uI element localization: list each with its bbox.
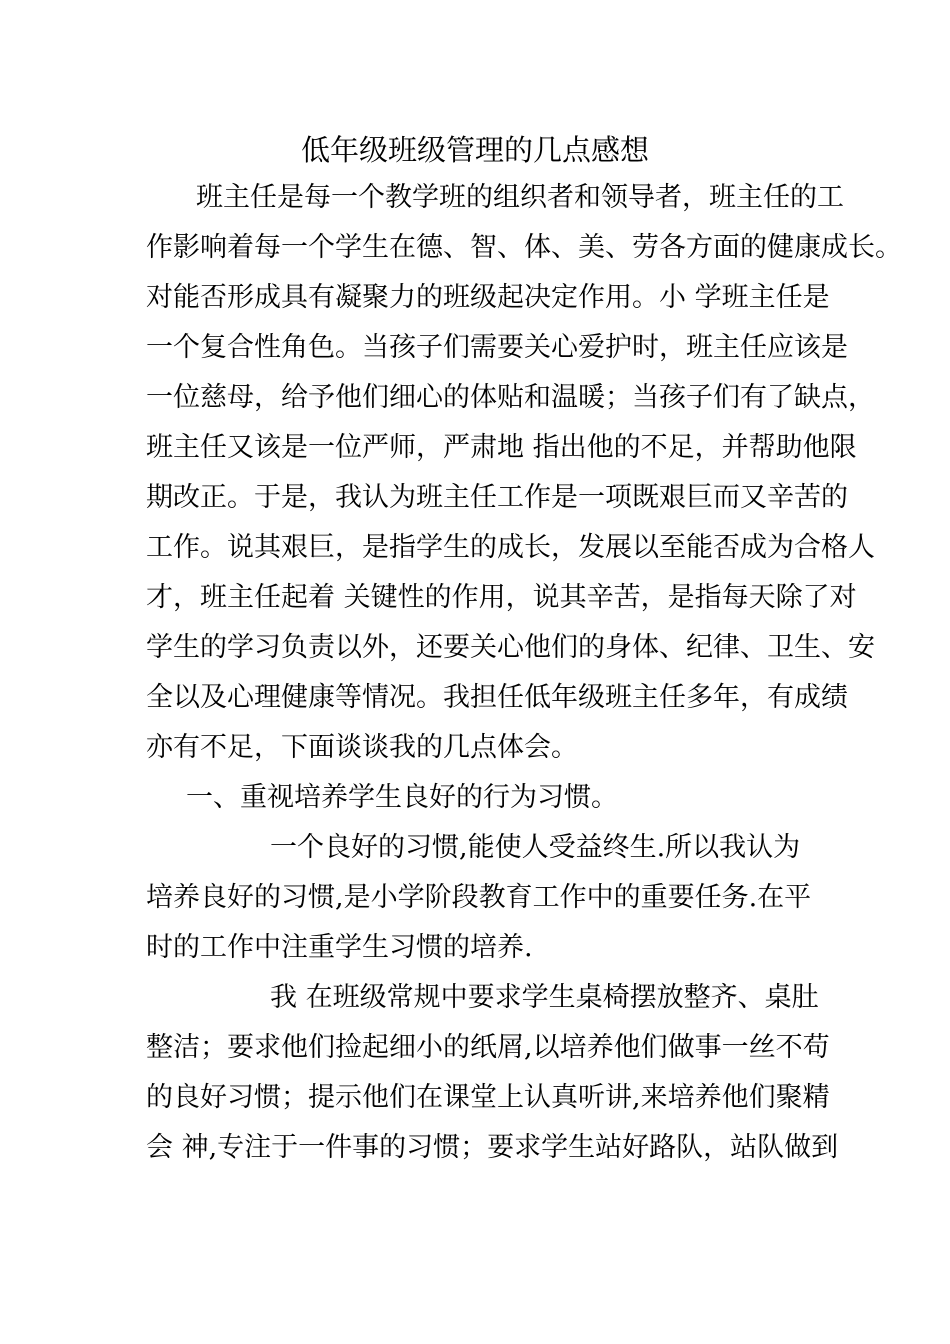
section-1-heading: 一、重视培养学生良好的行为习惯。 bbox=[186, 782, 618, 813]
paragraph-1-line-9: 才，班主任起着 关键性的作用，说其辛苦，是指每天除了对 bbox=[146, 582, 857, 613]
paragraph-2-line-3: 时的工作中注重学生习惯的培养. bbox=[146, 932, 533, 963]
paragraph-1-line-11: 全以及心理健康等情况。我担任低年级班主任多年，有成绩 bbox=[146, 682, 848, 713]
paragraph-1-line-2: 作影响着每一个学生在德、智、体、美、劳各方面的健康成长。 bbox=[146, 232, 902, 263]
paragraph-1-line-10: 学生的学习负责以外，还要关心他们的身体、纪律、卫生、安 bbox=[146, 632, 875, 663]
paragraph-2-line-1: 一个良好的习惯,能使人受益终生.所以我认为 bbox=[270, 832, 801, 863]
paragraph-1-line-6: 班主任又该是一位严师，严肃地 指出他的不足，并帮助他限 bbox=[146, 432, 857, 463]
paragraph-2-line-2: 培养良好的习惯,是小学阶段教育工作中的重要任务.在平 bbox=[146, 882, 812, 913]
paragraph-1-line-12: 亦有不足，下面谈谈我的几点体会。 bbox=[146, 732, 578, 763]
paragraph-1-line-5: 一位慈母，给予他们细心的体贴和温暖；当孩子们有了缺点， bbox=[146, 382, 875, 413]
paragraph-1-line-8: 工作。说其艰巨，是指学生的成长，发展以至能否成为合格人 bbox=[146, 532, 875, 563]
paragraph-1-line-1: 班主任是每一个教学班的组织者和领导者，班主任的工 bbox=[196, 182, 844, 213]
paragraph-3-line-3: 的良好习惯；提示他们在课堂上认真听讲,来培养他们聚精 bbox=[146, 1082, 830, 1113]
paragraph-3-line-4: 会 神,专注于一件事的习惯；要求学生站好路队，站队做到 bbox=[146, 1132, 839, 1163]
document-title: 低年级班级管理的几点感想 bbox=[300, 133, 649, 167]
paragraph-3-line-2: 整洁；要求他们捡起细小的纸屑,以培养他们做事一丝不苟 bbox=[146, 1032, 830, 1063]
paragraph-3-line-1: 我 在班级常规中要求学生桌椅摆放整齐、桌肚 bbox=[270, 982, 819, 1013]
paragraph-1-line-4: 一个复合性角色。当孩子们需要关心爱护时，班主任应该是 bbox=[146, 332, 848, 363]
paragraph-1-line-7: 期改正。于是，我认为班主任工作是一项既艰巨而又辛苦的 bbox=[146, 482, 848, 513]
paragraph-1-line-3: 对能否形成具有凝聚力的班级起决定作用。小 学班主任是 bbox=[146, 282, 830, 313]
